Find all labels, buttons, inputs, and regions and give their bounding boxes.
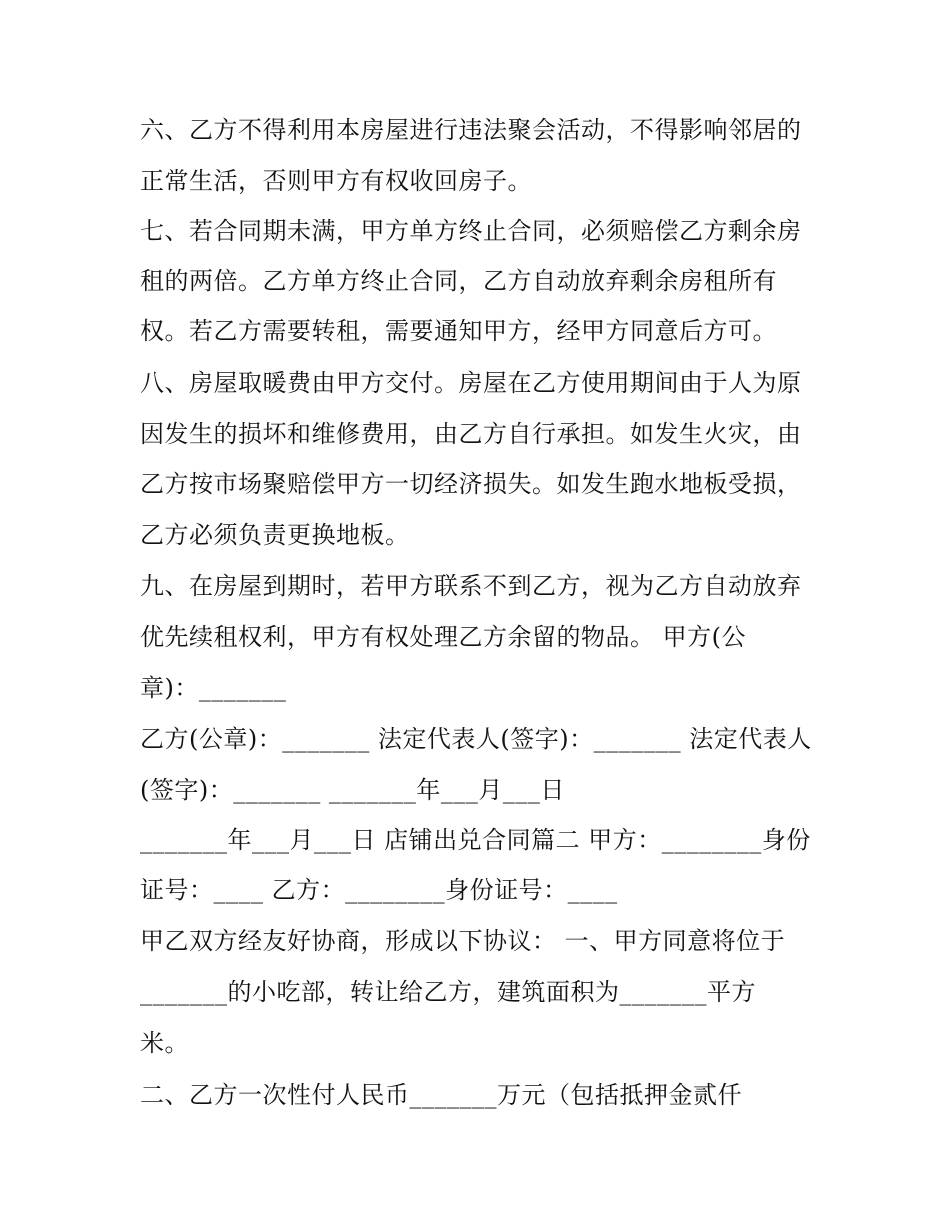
text-line: 租的两倍。乙方单方终止合同，乙方自动放弃剩余房租所有 — [140, 267, 777, 295]
text-line: 因发生的损坏和维修费用，由乙方自行承担。如发生火灾，由 — [140, 420, 802, 448]
text-line: 乙方按市场聚赔偿甲方一切经济损失。如发生跑水地板受损， — [140, 470, 802, 498]
text-line: 二、乙方一次性付人民币_______万元（包括抵押金贰仟 — [140, 1081, 742, 1109]
text-line: (签字)：_______ _______年___月___日 — [140, 776, 565, 804]
text-line: 八、房屋取暖费由甲方交付。房屋在乙方使用期间由于人为原 — [140, 369, 802, 397]
text-line: 正常生活，否则甲方有权收回房子。 — [140, 167, 532, 195]
text-line: 九、在房屋到期时，若甲方联系不到乙方，视为乙方自动放弃 — [140, 572, 802, 600]
text-line: 优先续租权利，甲方有权处理乙方余留的物品。 甲方(公 — [140, 623, 746, 651]
text-line: 七、若合同期未满，甲方单方终止合同，必须赔偿乙方剩余房 — [140, 217, 802, 245]
text-line: 证号：____ 乙方：________身份证号：____ — [140, 876, 618, 904]
text-line: 乙方(公章)：_______ 法定代表人(签字)：_______ 法定代表人 — [140, 725, 812, 753]
text-line: 甲乙双方经友好协商，形成以下协议： 一、甲方同意将位于 — [140, 927, 786, 955]
text-line: 六、乙方不得利用本房屋进行违法聚会活动，不得影响邻居的 — [140, 116, 802, 144]
text-line: _______的小吃部，转让给乙方，建筑面积为_______平方 — [140, 978, 756, 1006]
text-line: 章)：_______ — [140, 674, 287, 702]
text-line: 权。若乙方需要转租，需要通知甲方，经甲方同意后方可。 — [140, 317, 777, 345]
text-line: _______年___月___日 店铺出兑合同篇二 甲方：________身份 — [140, 826, 811, 854]
text-line: 乙方必须负责更换地板。 — [140, 521, 410, 549]
text-line: 米。 — [140, 1029, 189, 1057]
